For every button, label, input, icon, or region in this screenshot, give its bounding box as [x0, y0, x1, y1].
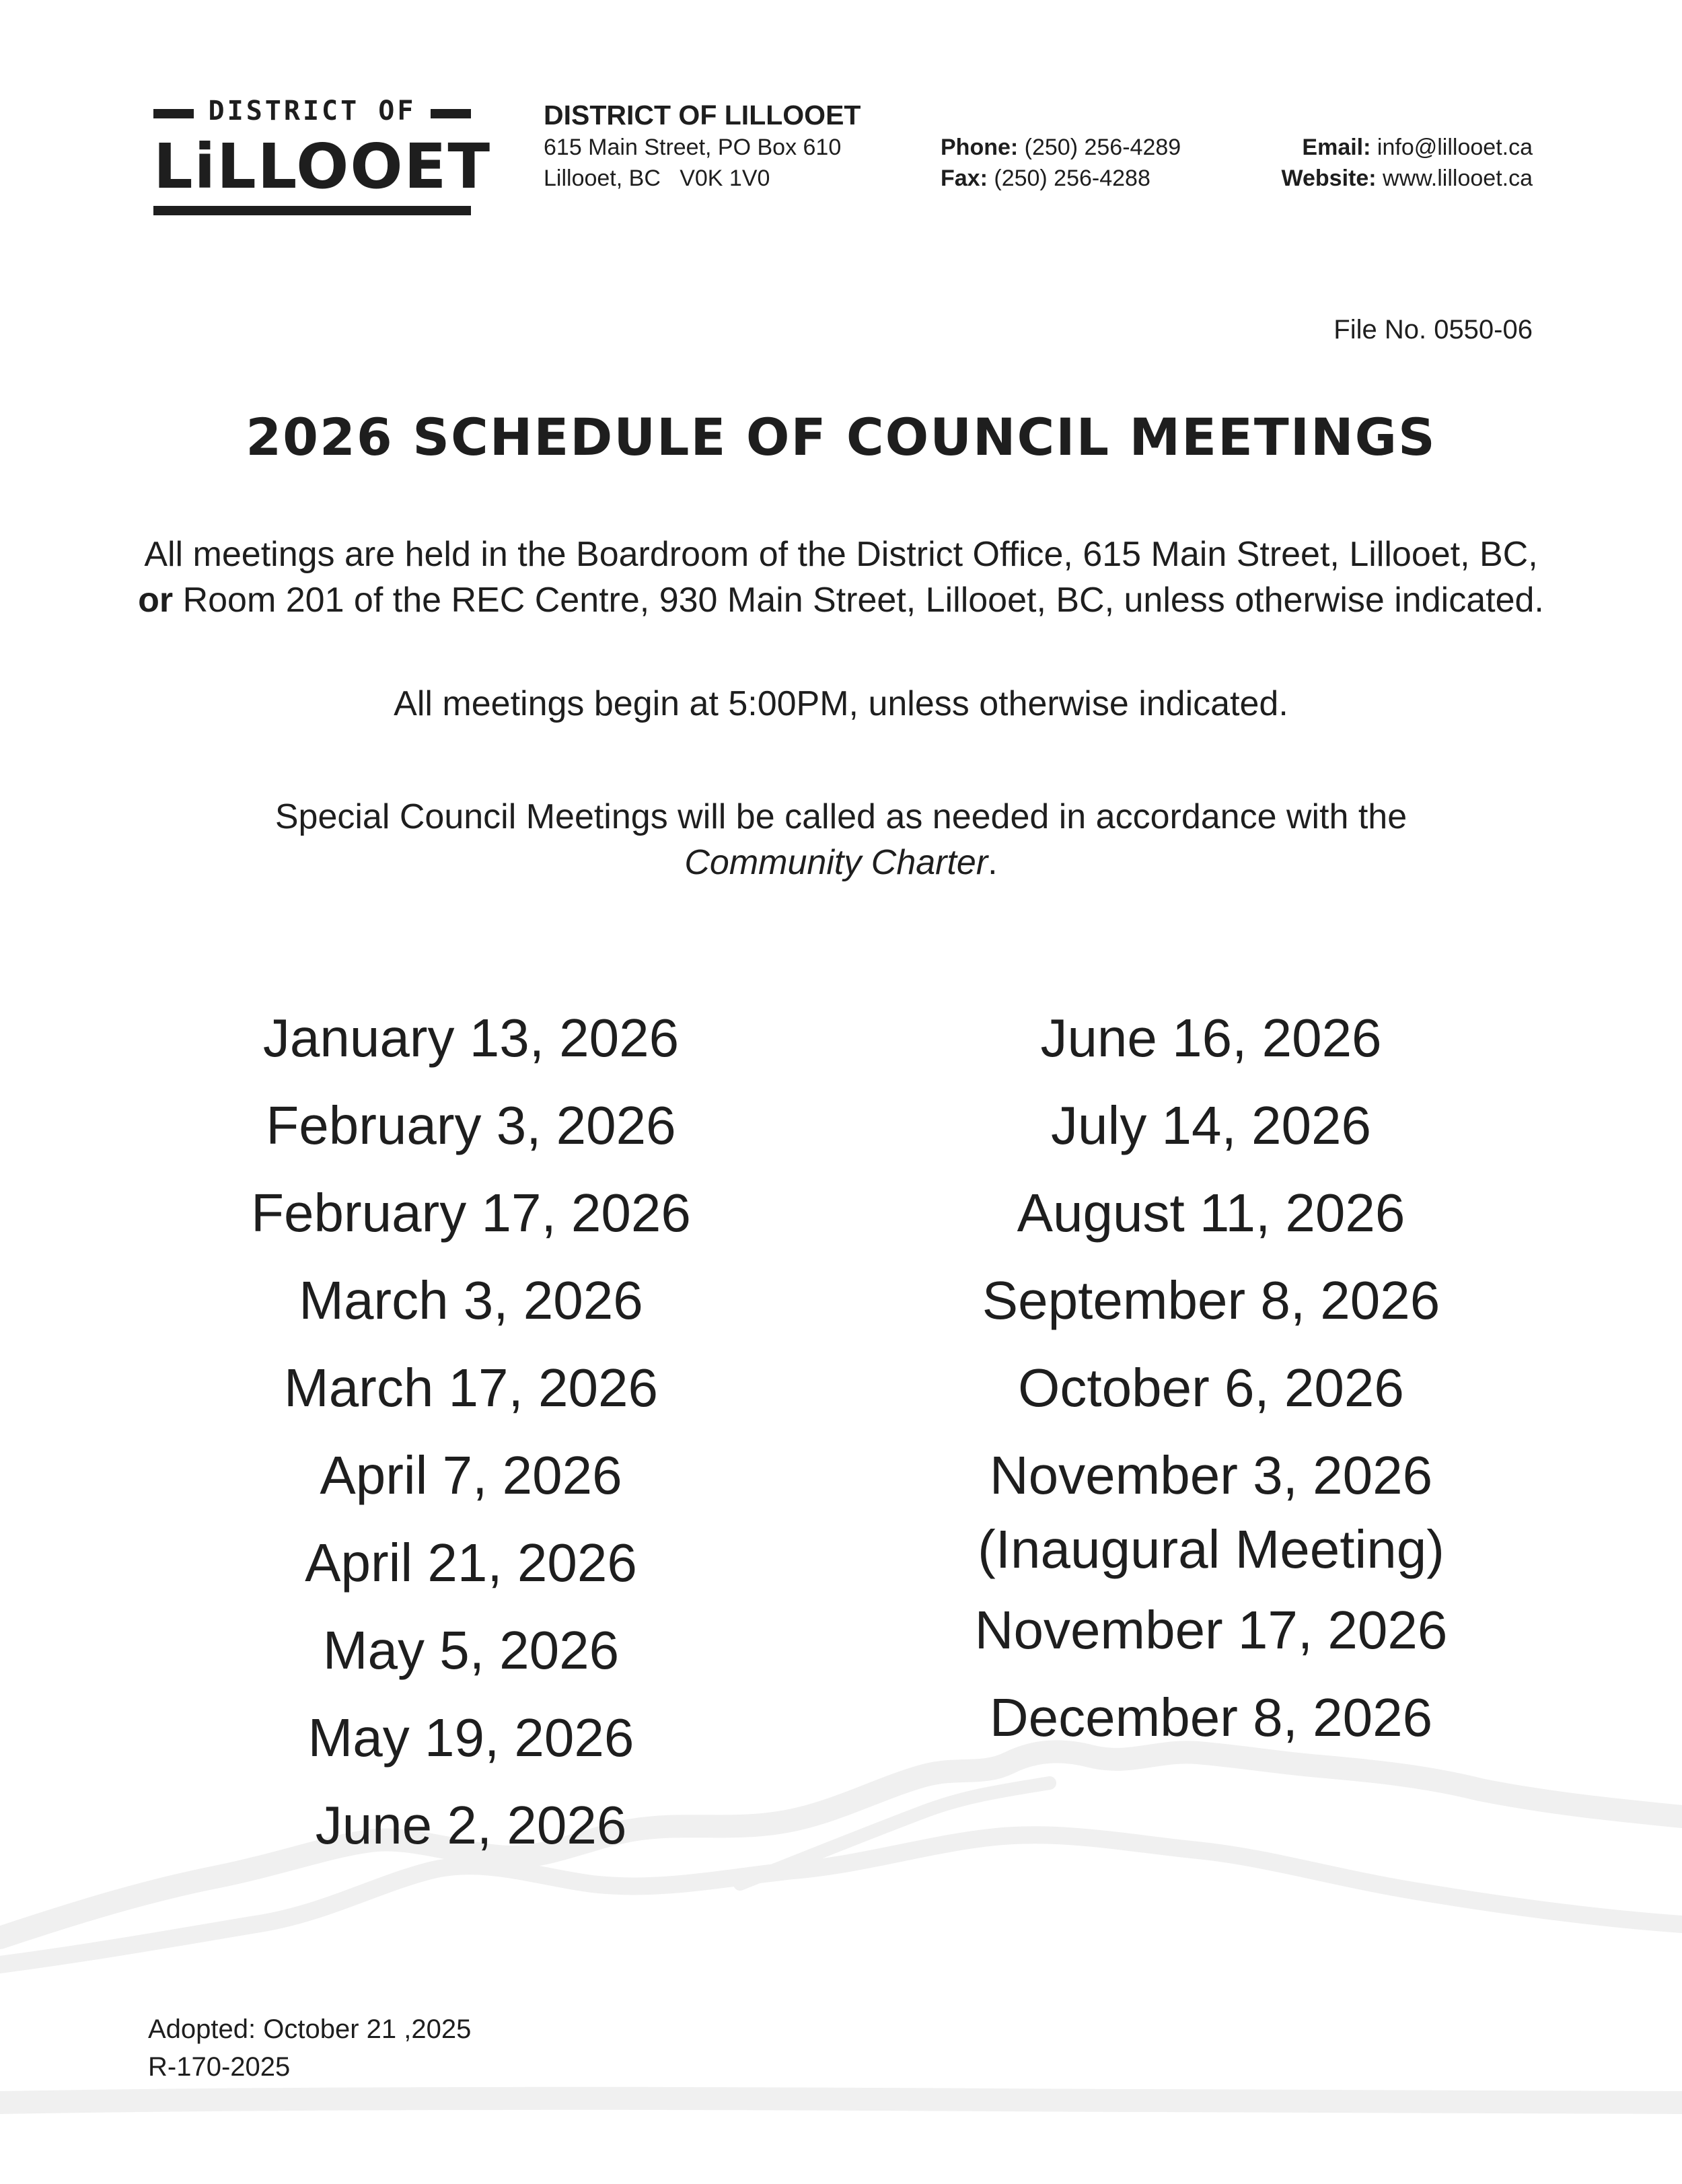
- meeting-time-paragraph: All meetings begin at 5:00PM, unless otherwise indicated.: [394, 684, 1288, 723]
- meeting-date: February 17, 2026: [251, 1183, 691, 1243]
- meetings-right-column: [908, 994, 1514, 1761]
- meeting-date: February 3, 2026: [266, 1095, 676, 1155]
- email-line: [1282, 132, 1533, 163]
- meeting-date: November 17, 2026: [974, 1600, 1448, 1660]
- meeting-date: June 16, 2026: [1040, 1008, 1382, 1068]
- community-charter: Community Charter: [684, 843, 988, 882]
- location-or: or: [138, 581, 174, 620]
- location-text-2: Room 201 of the REC Centre, 930 Main Street, Lillooet, BC, unless otherwise indicated.: [173, 581, 1544, 620]
- logo-bar-bottom: [153, 206, 471, 215]
- meeting-note: (Inaugural Meeting): [978, 1519, 1445, 1579]
- header-address-block: [544, 98, 861, 194]
- meeting-date: April 7, 2026: [320, 1445, 622, 1505]
- meetings-left-column: [168, 994, 774, 1869]
- website-line: [1282, 163, 1533, 194]
- meeting-date: June 2, 2026: [315, 1795, 627, 1855]
- meeting-date: May 5, 2026: [322, 1620, 620, 1680]
- meeting-date: September 8, 2026: [982, 1270, 1440, 1330]
- header-phone-block: [941, 132, 1181, 194]
- meeting-date: January 13, 2026: [262, 1008, 680, 1068]
- fax-line: [941, 163, 1181, 194]
- meeting-date: November 3, 2026: [989, 1445, 1433, 1505]
- meeting-date: April 21, 2026: [305, 1533, 637, 1593]
- meeting-location-paragraph: [135, 532, 1547, 623]
- adopted-date: Adopted: October 21 ,2025: [148, 2014, 472, 2044]
- special-text: Special Council Meetings will be called as needed in accordance with the: [275, 797, 1407, 836]
- phone-label: Phone:: [941, 135, 1019, 160]
- file-number: File No. 0550-06: [1333, 315, 1533, 344]
- fax-value: (250) 256-4288: [987, 166, 1150, 191]
- phone-line: [941, 132, 1181, 163]
- meeting-date: July 14, 2026: [1051, 1095, 1371, 1155]
- meeting-date: March 3, 2026: [299, 1270, 643, 1330]
- website-link[interactable]: www.lillooet.ca: [1376, 166, 1533, 191]
- meeting-date: December 8, 2026: [989, 1687, 1433, 1747]
- resolution-number: R-170-2025: [148, 2052, 291, 2082]
- address-line-1: 615 Main Street, PO Box 610: [544, 135, 842, 160]
- special-end: .: [988, 843, 998, 882]
- meeting-date: October 6, 2026: [1018, 1358, 1404, 1418]
- meeting-date: March 17, 2026: [284, 1358, 658, 1418]
- address-line-2: Lillooet, BC V0K 1V0: [544, 166, 770, 191]
- logo-top-line: DISTRICT OF: [208, 96, 416, 126]
- org-name: DISTRICT OF LILLOOET: [544, 100, 861, 131]
- fax-label: Fax:: [941, 166, 988, 191]
- location-text-1: All meetings are held in the Boardroom of the District Office, 615 Main Street, Lillooet, BC,: [144, 535, 1538, 574]
- page-title: 2026 SCHEDULE OF COUNCIL MEETINGS: [246, 407, 1436, 467]
- adoption-footer: [148, 2010, 471, 2086]
- special-meetings-paragraph: [202, 794, 1480, 885]
- meeting-date: May 19, 2026: [307, 1708, 634, 1768]
- email-link[interactable]: info@lillooet.ca: [1370, 135, 1533, 160]
- meeting-date: August 11, 2026: [1017, 1183, 1405, 1243]
- logo-wordmark: LiLLOOET: [153, 131, 492, 203]
- website-label: Website:: [1281, 166, 1377, 191]
- email-label: Email:: [1302, 135, 1371, 160]
- header-contact-block: [1282, 132, 1533, 194]
- district-logo: [153, 94, 492, 215]
- phone-value[interactable]: (250) 256-4289: [1018, 135, 1181, 160]
